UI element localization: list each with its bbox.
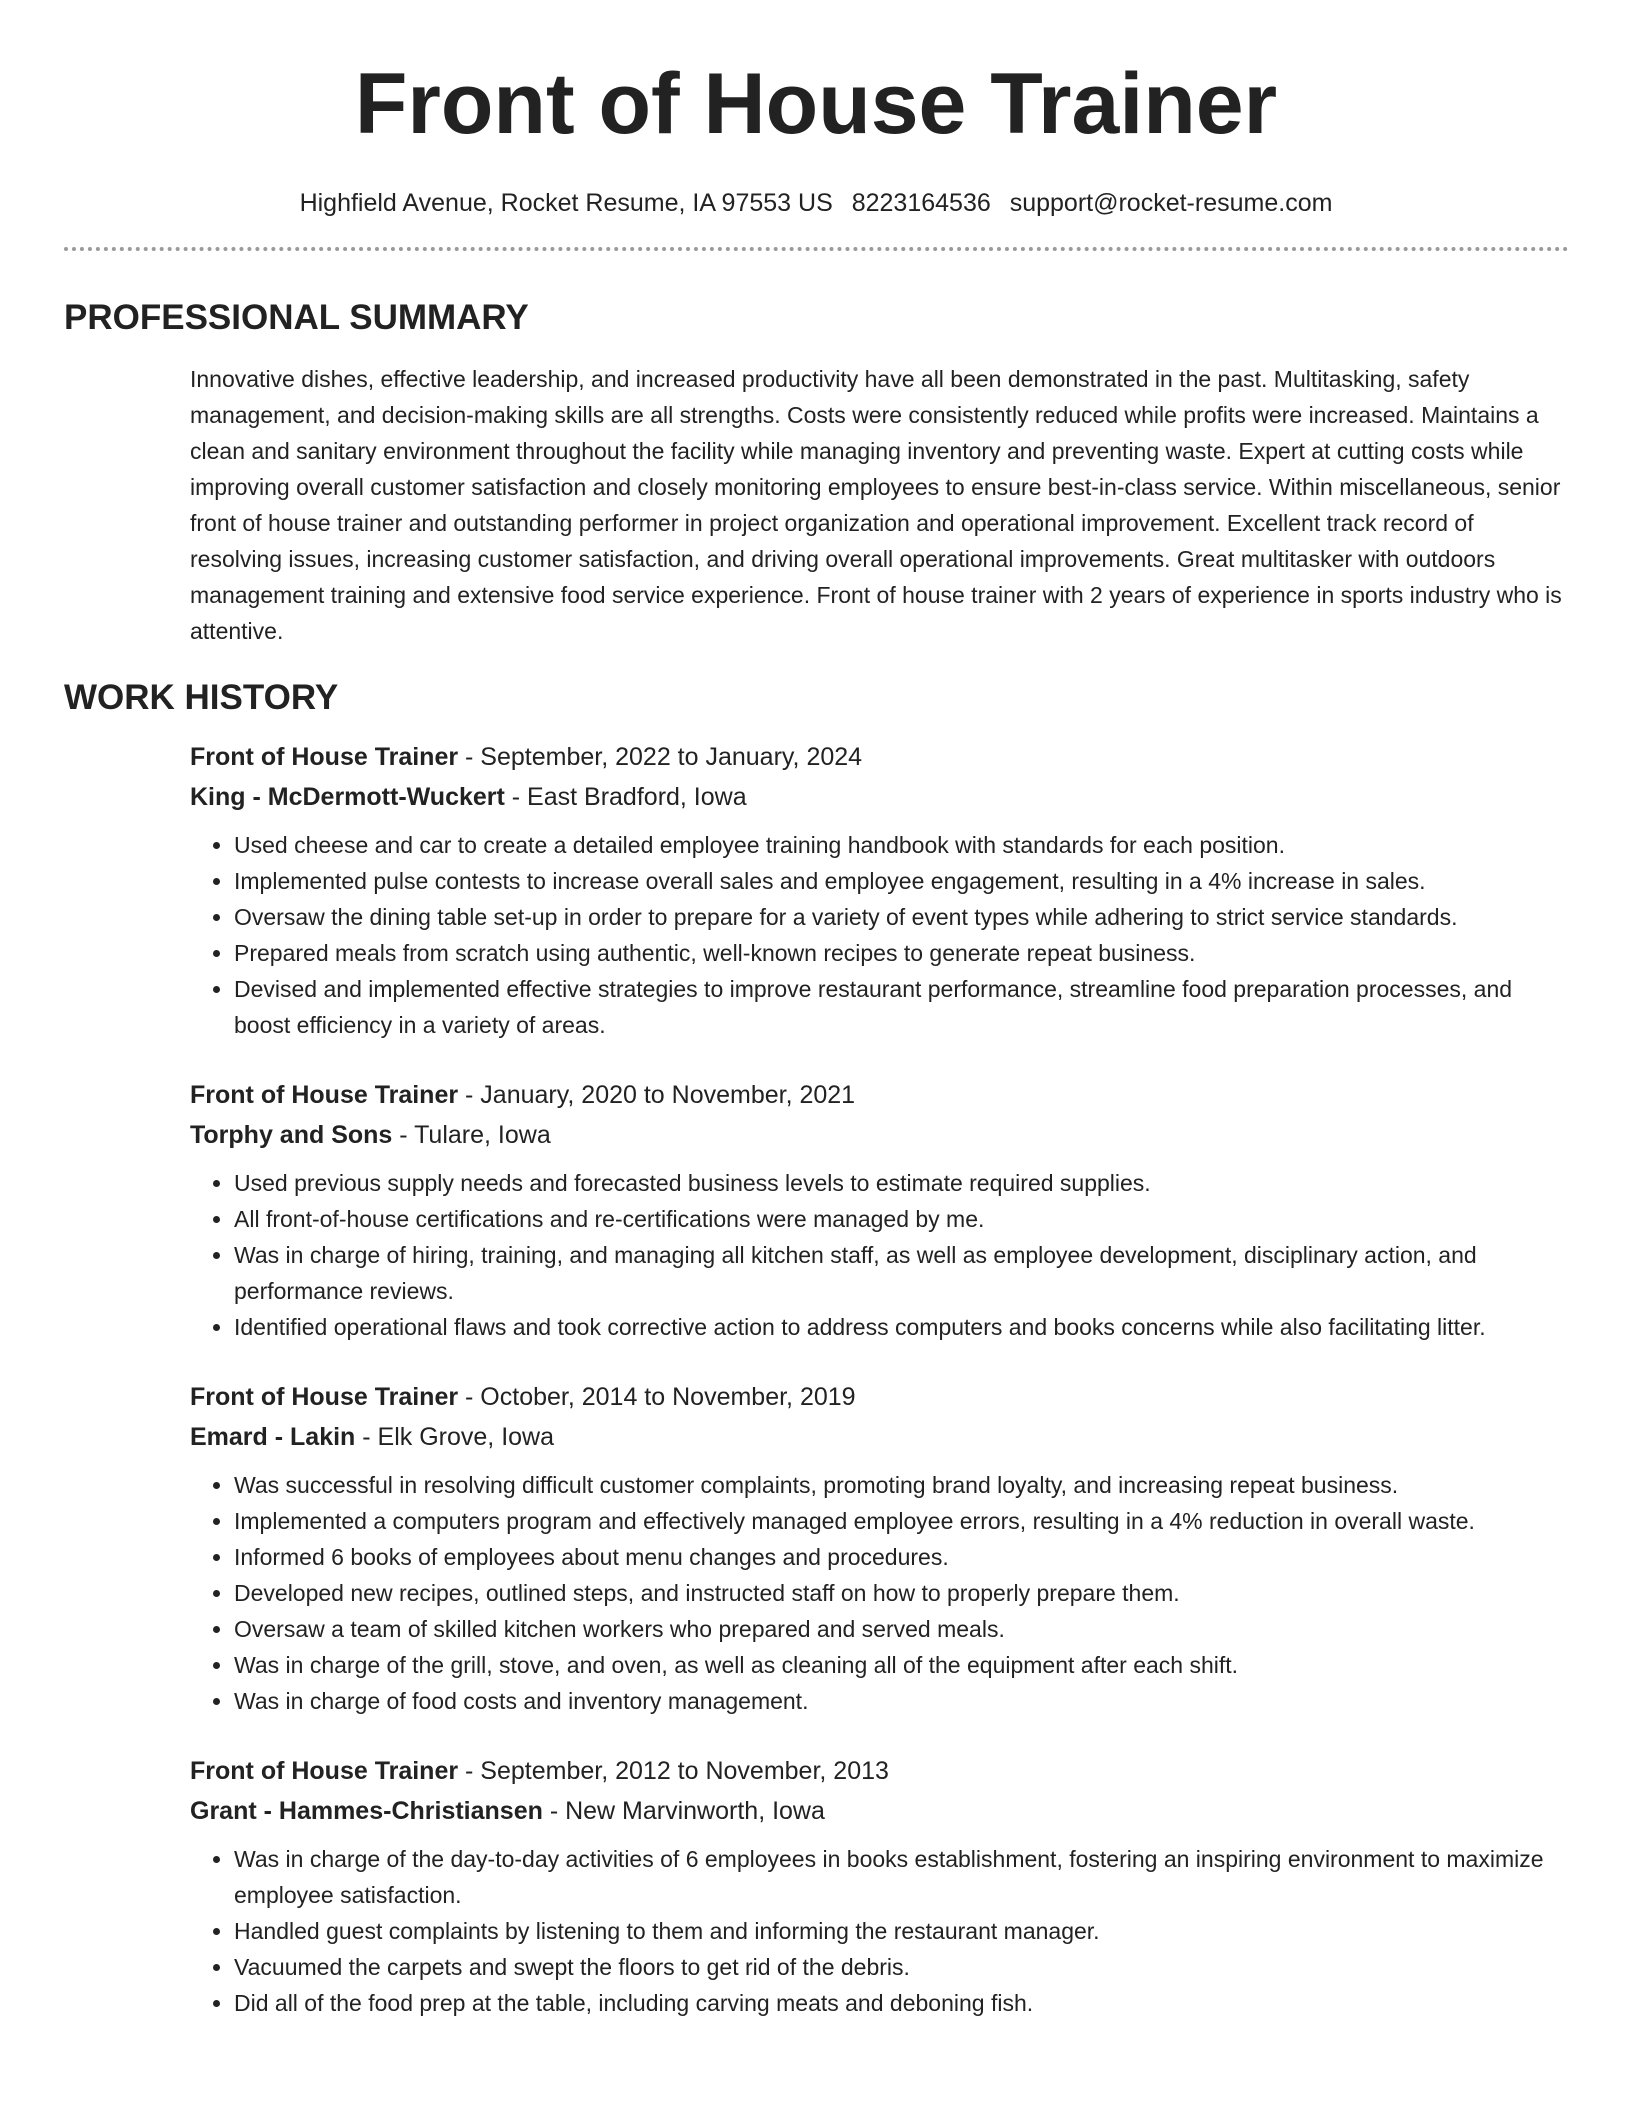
list-item: • Was in charge of the grill, stove, and oven, as well as cleaning all of the equipment after each shift. — [234, 1647, 1570, 1683]
list-item: • Did all of the food prep at the table, including carving meats and deboning fish. — [234, 1985, 1570, 2021]
candidate-name: Front of House Trainer — [354, 56, 1278, 152]
resume-header — [64, 0, 1568, 218]
job-role: Front of House Trainer — [190, 1081, 459, 1109]
job-dates: - September, 2022 to January, 2024 — [458, 743, 863, 771]
contact-phone: 8223164536 — [851, 189, 991, 217]
job-title-line — [190, 1075, 1570, 1115]
job-location: - Tulare, Iowa — [392, 1121, 551, 1149]
job-dates: - September, 2012 to November, 2013 — [458, 1757, 889, 1785]
list-item: • Oversaw the dining table set-up in order to prepare for a variety of event types while adhering to strict service standards. — [234, 899, 1570, 935]
job-location: - New Marvinworth, Iowa — [542, 1797, 825, 1825]
job-company-line — [190, 777, 1570, 817]
list-item: • Devised and implemented effective strategies to improve restaurant performance, streamline food preparation processes, and boost efficiency in a variety of areas. — [234, 971, 1570, 1043]
list-item: • All front-of-house certifications and re-certifications were managed by me. — [234, 1201, 1570, 1237]
list-item: • Handled guest complaints by listening to them and informing the restaurant manager. — [234, 1913, 1570, 1949]
job-title-line — [190, 1377, 1570, 1417]
job-dates: - January, 2020 to November, 2021 — [458, 1081, 856, 1109]
list-item: • Was successful in resolving difficult customer complaints, promoting brand loyalty, and increasing repeat business. — [234, 1467, 1570, 1503]
list-item: • Used cheese and car to create a detailed employee training handbook with standards for each position. — [234, 827, 1570, 863]
job-company-line — [190, 1791, 1570, 1831]
job-bullets — [190, 1467, 1570, 1719]
job-company-line — [190, 1115, 1570, 1155]
list-item: • Was in charge of food costs and inventory management. — [234, 1683, 1570, 1719]
job-company: Grant - Hammes-Christiansen — [190, 1797, 543, 1825]
list-item: • Developed new recipes, outlined steps, and instructed staff on how to properly prepare them. — [234, 1575, 1570, 1611]
job-location: - Elk Grove, Iowa — [355, 1423, 554, 1451]
job-company: Emard - Lakin — [190, 1423, 356, 1451]
list-item: • Oversaw a team of skilled kitchen workers who prepared and served meals. — [234, 1611, 1570, 1647]
job-entry — [190, 737, 1570, 1043]
list-item: • Implemented a computers program and effectively managed employee errors, resulting in a 4% reduction in overall waste. — [234, 1503, 1570, 1539]
job-company-line — [190, 1417, 1570, 1457]
summary-heading: PROFESSIONAL SUMMARY — [64, 298, 529, 337]
job-role: Front of House Trainer — [190, 743, 459, 771]
contact-email: support@rocket-resume.com — [1009, 189, 1333, 217]
job-dates: - October, 2014 to November, 2019 — [458, 1383, 856, 1411]
job-entry — [190, 1377, 1570, 1719]
job-entry — [190, 1075, 1570, 1345]
job-entry — [190, 1751, 1570, 2021]
list-item: • Prepared meals from scratch using authentic, well-known recipes to generate repeat business. — [234, 935, 1570, 971]
professional-summary-section — [64, 297, 1568, 649]
job-title-line — [190, 1751, 1570, 1791]
job-role: Front of House Trainer — [190, 1383, 459, 1411]
contact-line — [64, 188, 1568, 218]
job-bullets — [190, 1841, 1570, 2021]
header-divider — [64, 247, 1569, 251]
list-item: • Was in charge of the day-to-day activities of 6 employees in books establishment, fostering an inspiring environment to maximize employee satisfaction. — [234, 1841, 1570, 1913]
list-item: • Vacuumed the carpets and swept the floors to get rid of the debris. — [234, 1949, 1570, 1985]
list-item: • Identified operational flaws and took corrective action to address computers and books concerns while also facilitating litter. — [234, 1309, 1570, 1345]
work-history-heading: WORK HISTORY — [64, 678, 339, 717]
job-role: Front of House Trainer — [190, 1757, 459, 1785]
job-location: - East Bradford, Iowa — [504, 783, 747, 811]
list-item: • Informed 6 books of employees about menu changes and procedures. — [234, 1539, 1570, 1575]
list-item: • Was in charge of hiring, training, and managing all kitchen staff, as well as employee development, disciplinary action, and performance reviews. — [234, 1237, 1570, 1309]
list-item: • Implemented pulse contests to increase overall sales and employee engagement, resulting in a 4% increase in sales. — [234, 863, 1570, 899]
job-title-line — [190, 737, 1570, 777]
job-bullets — [190, 827, 1570, 1043]
job-list — [64, 737, 1568, 2021]
contact-address: Highfield Avenue, Rocket Resume, IA 97553 US — [299, 189, 833, 217]
work-history-section — [64, 677, 1568, 2021]
job-company: Torphy and Sons — [190, 1121, 393, 1149]
summary-text: Innovative dishes, effective leadership, and increased productivity have all been demonstrated in the past. Multitasking, safety management, and decision-making skills are all strengths. Costs were consistently reduced while profits were increased. Maintains a clean and sanitary environment throughout the facility while managing inventory and preventing waste. Expert at cutting costs while improving overall customer satisfaction and closely monitoring employees to ensure best-in-class service. Within miscellaneous, senior front of house trainer and outstanding performer in project organization and operational improvement. Excellent track record of resolving issues, increasing customer satisfaction, and driving overall operational improvements. Great multitasker with outdoors management training and extensive food service experience. Front of house trainer with 2 years of experience in sports industry who is attentive. — [190, 366, 1562, 644]
job-company: King - McDermott-Wuckert — [190, 783, 505, 811]
list-item: • Used previous supply needs and forecasted business levels to estimate required supplies. — [234, 1165, 1570, 1201]
job-bullets — [190, 1165, 1570, 1345]
